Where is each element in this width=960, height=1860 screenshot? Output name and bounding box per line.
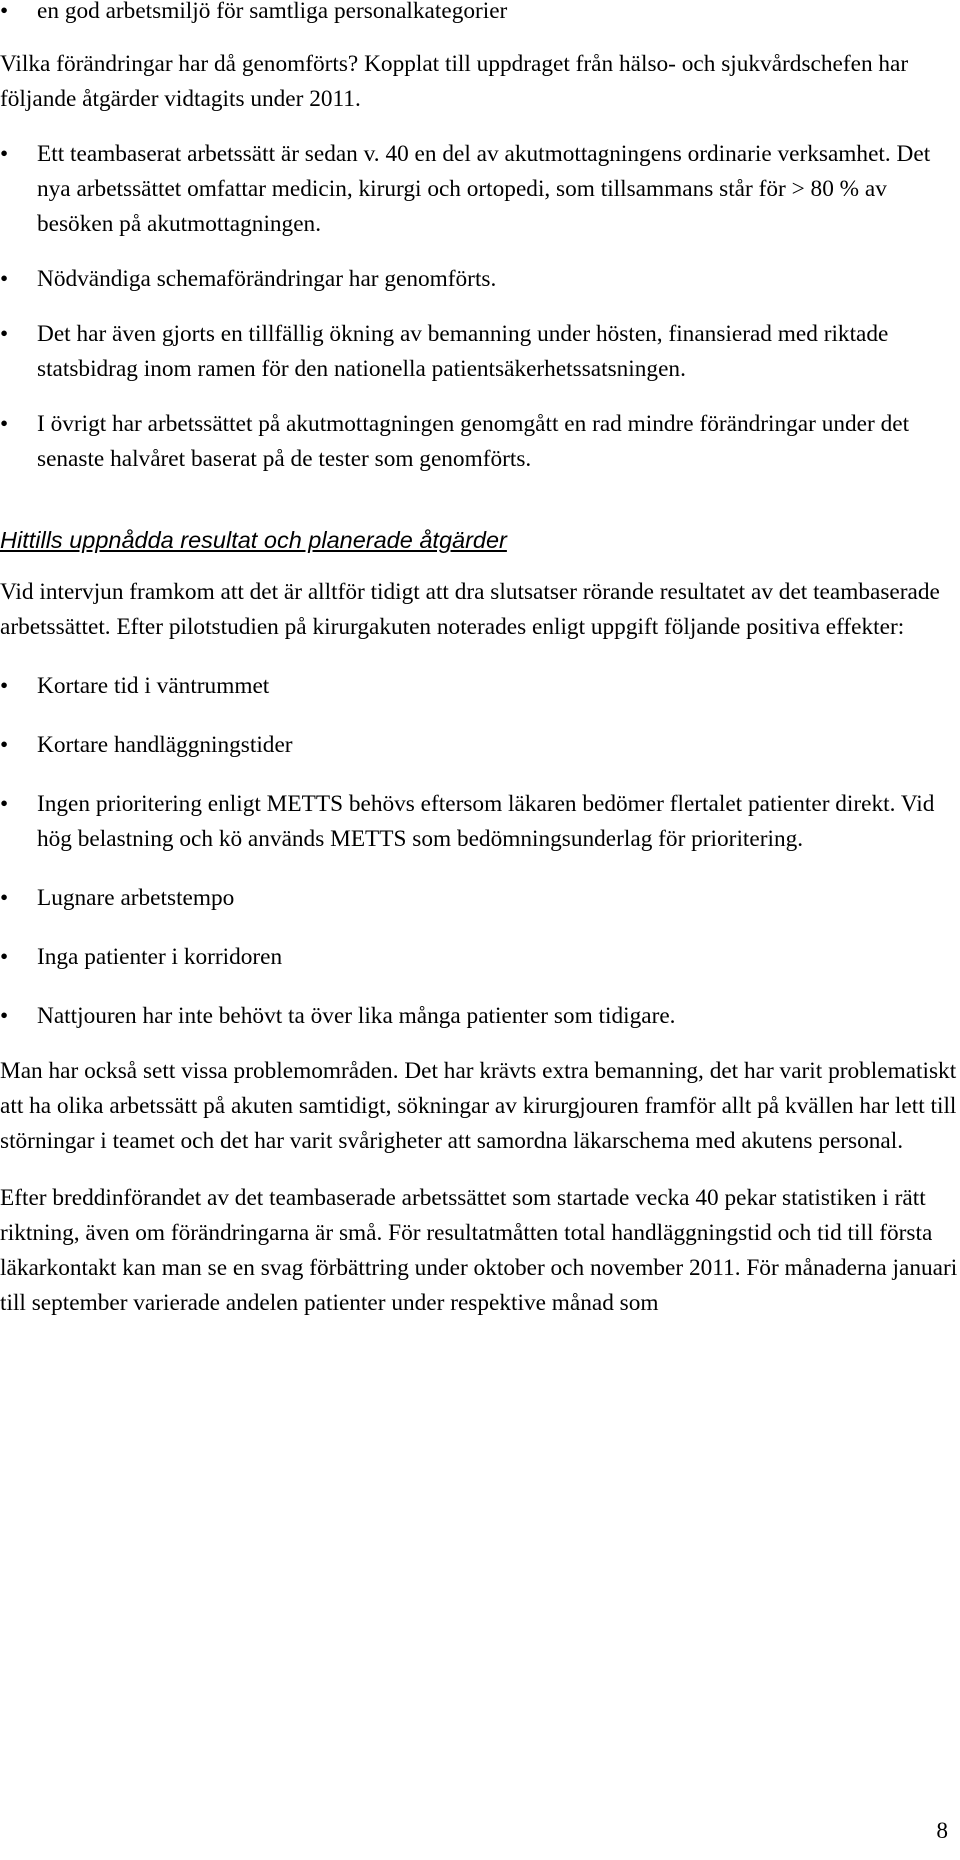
list-item: • Kortare tid i väntrummet: [0, 669, 960, 704]
results-intro-paragraph: Vid intervjun framkom att det är alltför tidigt att dra slutsatser rörande resultatet av det teambaserade arbetssättet. Efter pilotstudien på kirurgakuten noterades enligt uppgift följande positiva effekter:: [0, 579, 940, 640]
list-item: • Nödvändiga schemaförändringar har genomförts.: [0, 262, 960, 297]
list-item: • Det har även gjorts en tillfällig ökning av bemanning under hösten, finansierad med riktade statsbidrag inom ramen för den nationella patientsäkerhetssatsningen.: [0, 317, 960, 387]
effects-list: [0, 669, 960, 1034]
list-item: • I övrigt har arbetssättet på akutmottagningen genomgått en rad mindre förändringar under det senaste halvåret baserat på de tester som genomförts.: [0, 407, 960, 477]
actions-list: [0, 137, 960, 477]
list-item: • en god arbetsmiljö för samtliga personalkategorier: [0, 0, 960, 29]
list-item: • Kortare handläggningstider: [0, 728, 960, 763]
statistics-paragraph: Efter breddinförandet av det teambaserade arbetssättet som startade vecka 40 pekar statistiken i rätt riktning, även om förändringarna är små. För resultatmåtten total handläggningstid och tid till första läkarkontakt kan man se en svag förbättring under oktober och november 2011. För månaderna januari till september varierade andelen patienter under respektive månad som: [0, 1185, 958, 1316]
list-item: • Lugnare arbetstempo: [0, 881, 960, 916]
section-heading: Hittills uppnådda resultat och planerade åtgärder: [0, 527, 507, 553]
page-number: 8: [936, 1818, 948, 1844]
intro-paragraph: Vilka förändringar har då genomförts? Kopplat till uppdraget från hälso- och sjukvårdschefen har följande åtgärder vidtagits under 2011.: [0, 51, 909, 112]
list-item: • Inga patienter i korridoren: [0, 940, 960, 975]
list-item: • Nattjouren har inte behövt ta över lika många patienter som tidigare.: [0, 999, 960, 1034]
continued-bullet-list: [0, 0, 960, 29]
problems-paragraph: Man har också sett vissa problemområden. Det har krävts extra bemanning, det har varit problematiskt att ha olika arbetssätt på akuten samtidigt, sökningar av kirurgjouren framför allt på kvällen har lett till störningar i teamet och det har varit svårigheter att samordna läkarschema med akutens personal.: [0, 1058, 957, 1154]
list-item: • Ingen prioritering enligt METTS behövs eftersom läkaren bedömer flertalet patienter direkt. Vid hög belastning och kö används METTS som bedömningsunderlag för prioritering.: [0, 787, 960, 857]
list-item: • Ett teambaserat arbetssätt är sedan v. 40 en del av akutmottagningens ordinarie verksamhet. Det nya arbetssättet omfattar medicin, kirurgi och ortopedi, som tillsammans står för > 80 % av besöken på akutmottagningen.: [0, 137, 960, 242]
